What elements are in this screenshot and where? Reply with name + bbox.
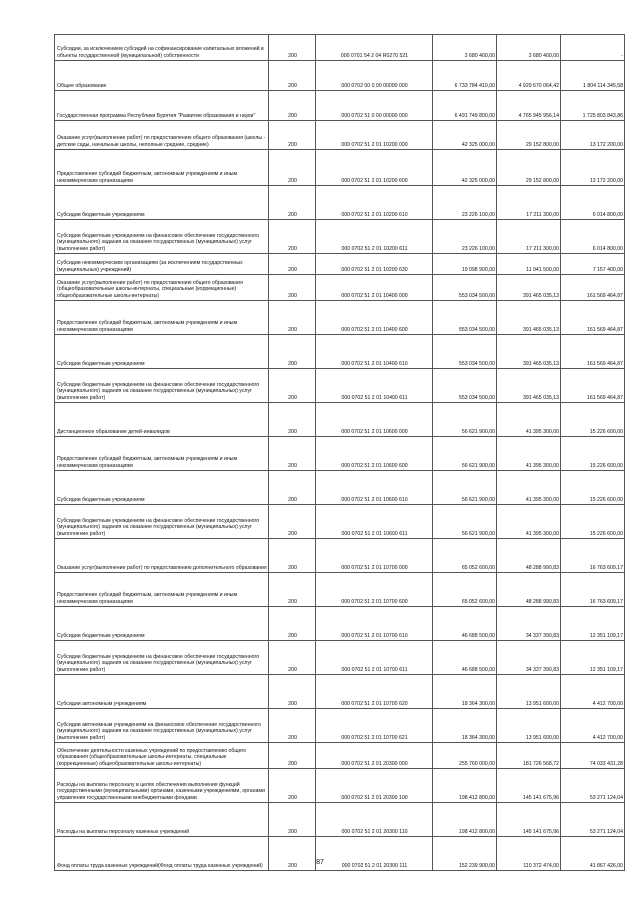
row-name: Предоставление субсидий бюджетным, автономным учреждениям и иным некоммерческим организациям [55, 437, 269, 471]
row-executed-amount: 29 152 800,00 [497, 121, 561, 150]
table-row [55, 186, 625, 220]
row-line-code: 200 [269, 186, 316, 220]
row-approved-amount: 23 226 100,00 [433, 220, 497, 254]
row-approved-amount: 46 688 500,00 [433, 607, 497, 641]
row-line-code: 200 [269, 335, 316, 369]
row-unexecuted-amount: 16 763 609,17 [561, 539, 625, 573]
row-budget-code: 000 0702 51 2 01 10700 611 [316, 641, 433, 675]
row-name: Оказание услуг(выполнение работ) по предоставлению дополнительного образования [55, 539, 269, 573]
row-executed-amount: 41 395 300,00 [497, 471, 561, 505]
row-approved-amount: 6 733 784 410,00 [433, 61, 497, 91]
table-row [55, 471, 625, 505]
row-unexecuted-amount: 15 226 600,00 [561, 437, 625, 471]
budget-table-body [55, 35, 625, 871]
row-approved-amount: 553 034 500,00 [433, 275, 497, 301]
row-line-code: 200 [269, 675, 316, 709]
row-line-code: 200 [269, 437, 316, 471]
row-unexecuted-amount: 15 226 600,00 [561, 403, 625, 437]
row-unexecuted-amount: 7 157 400,00 [561, 254, 625, 275]
table-row [55, 403, 625, 437]
row-executed-amount: 181 726 568,72 [497, 743, 561, 769]
row-executed-amount: 34 337 390,83 [497, 607, 561, 641]
row-executed-amount: 4 765 945 956,14 [497, 91, 561, 121]
row-unexecuted-amount: 53 271 124,04 [561, 803, 625, 837]
row-budget-code: 000 0702 51 2 01 10400 600 [316, 301, 433, 335]
row-name: Оказание услуг(выполнение работ) по предоставлению общего образования (школы - детские сады, начальные школы, неполные средние, средние) [55, 121, 269, 150]
table-row [55, 220, 625, 254]
row-name: Фонд оплаты труда казенных учреждений(Фонд оплаты труда казенных учреждений) [55, 837, 269, 871]
table-row [55, 675, 625, 709]
row-executed-amount: 11 941 500,00 [497, 254, 561, 275]
row-executed-amount: 13 951 600,00 [497, 675, 561, 709]
row-executed-amount: 4 929 670 064,42 [497, 61, 561, 91]
row-budget-code: 000 0702 51 0 00 00000 000 [316, 91, 433, 121]
row-name: Субсидии бюджетным учреждениям на финансовое обеспечение государственного (муниципального) задания на оказание государственных (муниципальных) услуг (выполнение работ) [55, 505, 269, 539]
table-row [55, 437, 625, 471]
row-budget-code: 000 0702 51 2 01 10600 600 [316, 437, 433, 471]
row-executed-amount: 145 141 675,96 [497, 769, 561, 803]
row-name: Субсидии автономным учреждениям на финансовое обеспечение государственного (муниципального) задания на оказание государственных (муниципальных) услуг (выполнение работ) [55, 709, 269, 743]
row-unexecuted-amount: 13 172 200,00 [561, 150, 625, 186]
table-row [55, 573, 625, 607]
row-name: Субсидии автономным учреждениям [55, 675, 269, 709]
row-unexecuted-amount: 1 804 114 345,58 [561, 61, 625, 91]
row-budget-code: 000 0702 51 2 01 10700 610 [316, 607, 433, 641]
row-approved-amount: 2 680 400,00 [433, 35, 497, 61]
row-line-code: 200 [269, 709, 316, 743]
row-name: Предоставление субсидий бюджетным, автономным учреждениям и иным некоммерческим организациям [55, 150, 269, 186]
row-line-code: 200 [269, 369, 316, 403]
row-executed-amount: 41 395 300,00 [497, 505, 561, 539]
row-line-code: 200 [269, 301, 316, 335]
row-unexecuted-amount: 16 763 609,17 [561, 573, 625, 607]
row-executed-amount: 391 465 035,13 [497, 369, 561, 403]
row-unexecuted-amount: 15 226 600,00 [561, 471, 625, 505]
table-row [55, 150, 625, 186]
row-budget-code: 000 0702 51 2 01 10200 000 [316, 121, 433, 150]
row-executed-amount: 110 372 474,00 [497, 837, 561, 871]
row-budget-code: 000 0702 51 2 01 10200 630 [316, 254, 433, 275]
row-approved-amount: 42 325 000,00 [433, 121, 497, 150]
row-unexecuted-amount: 41 867 426,00 [561, 837, 625, 871]
row-unexecuted-amount: 15 226 600,00 [561, 505, 625, 539]
row-approved-amount: 198 412 800,00 [433, 769, 497, 803]
row-name: Субсидии бюджетным учреждениям на финансовое обеспечение государственного (муниципального) задания на оказание государственных (муниципальных) услуг (выполнение работ) [55, 220, 269, 254]
row-approved-amount: 18 364 300,00 [433, 709, 497, 743]
row-unexecuted-amount: 161 569 464,87 [561, 275, 625, 301]
row-executed-amount: 41 395 300,00 [497, 403, 561, 437]
row-unexecuted-amount: 1 725 803 843,86 [561, 91, 625, 121]
table-row [55, 369, 625, 403]
row-budget-code: 000 0702 00 0 00 00000 000 [316, 61, 433, 91]
row-name: Субсидии, за исключением субсидий на софинансирование капитальных вложений в объекты государственной (муниципальной) собственности [55, 35, 269, 61]
row-approved-amount: 553 034 500,00 [433, 301, 497, 335]
row-line-code: 200 [269, 573, 316, 607]
row-line-code: 200 [269, 121, 316, 150]
row-budget-code: 000 0701 54 2 04 R0270 521 [316, 35, 433, 61]
row-budget-code: 000 0702 51 2 01 20300 111 [316, 837, 433, 871]
row-approved-amount: 46 688 500,00 [433, 641, 497, 675]
row-approved-amount: 198 412 800,00 [433, 803, 497, 837]
row-line-code: 200 [269, 803, 316, 837]
row-unexecuted-amount: 161 569 464,87 [561, 335, 625, 369]
row-approved-amount: 56 621 900,00 [433, 505, 497, 539]
row-name: Субсидии бюджетным учреждениям на финансовое обеспечение государственного (муниципального) задания на оказание государственных (муниципальных) услуг (выполнение работ) [55, 369, 269, 403]
row-name: Субсидии бюджетным учреждениям [55, 335, 269, 369]
row-executed-amount: 17 211 300,00 [497, 220, 561, 254]
row-budget-code: 000 0702 51 2 01 10200 600 [316, 150, 433, 186]
row-name: Дистанционное образование детей-инвалидов [55, 403, 269, 437]
row-line-code: 200 [269, 607, 316, 641]
table-row [55, 539, 625, 573]
row-executed-amount: 391 465 035,13 [497, 275, 561, 301]
row-name: Субсидии бюджетным учреждениям на финансовое обеспечение государственного (муниципального) задания на оказание государственных (муниципальных) услуг (выполнение работ) [55, 641, 269, 675]
table-row [55, 61, 625, 91]
row-unexecuted-amount: 12 351 109,17 [561, 641, 625, 675]
row-unexecuted-amount: 4 412 700,00 [561, 675, 625, 709]
table-row [55, 335, 625, 369]
table-row [55, 91, 625, 121]
table-row [55, 121, 625, 150]
row-approved-amount: 18 364 300,00 [433, 675, 497, 709]
row-line-code: 200 [269, 743, 316, 769]
row-budget-code: 000 0702 51 2 01 20300 110 [316, 803, 433, 837]
row-name: Общее образование [55, 61, 269, 91]
row-approved-amount: 56 621 900,00 [433, 403, 497, 437]
row-budget-code: 000 0702 51 2 01 20300 100 [316, 769, 433, 803]
row-unexecuted-amount: 6 014 800,00 [561, 186, 625, 220]
row-approved-amount: 19 098 900,00 [433, 254, 497, 275]
row-line-code: 200 [269, 35, 316, 61]
row-name: Расходы на выплаты персоналу казенных учреждений [55, 803, 269, 837]
table-row [55, 254, 625, 275]
row-name: Субсидии бюджетным учреждениям [55, 471, 269, 505]
table-row [55, 35, 625, 61]
row-executed-amount: 41 395 300,00 [497, 437, 561, 471]
row-approved-amount: 553 034 500,00 [433, 369, 497, 403]
row-name: Оказание услуг(выполнение работ) по предоставлению общего образования (общеобразовательные школы-интернаты, специальные (коррекционные) общеобразовательные школы-интернаты) [55, 275, 269, 301]
row-executed-amount: 17 211 300,00 [497, 186, 561, 220]
row-approved-amount: 6 491 749 800,00 [433, 91, 497, 121]
row-name: Обеспечение деятельности казенных учреждений по предоставлению общего образования (общеобразовательные школы-интернаты, специальные (коррекционные) общеобразовательные школы-интернаты) [55, 743, 269, 769]
row-unexecuted-amount: - [561, 35, 625, 61]
row-unexecuted-amount: 53 271 124,04 [561, 769, 625, 803]
row-budget-code: 000 0702 51 2 01 10200 611 [316, 220, 433, 254]
budget-table [54, 34, 625, 871]
table-row [55, 769, 625, 803]
row-unexecuted-amount: 161 569 464,87 [561, 301, 625, 335]
row-name: Государственная программа Республики Бурятия "Развитие образования и науки" [55, 91, 269, 121]
row-approved-amount: 152 239 900,00 [433, 837, 497, 871]
row-line-code: 200 [269, 220, 316, 254]
row-unexecuted-amount: 6 014 800,00 [561, 220, 625, 254]
row-approved-amount: 56 621 900,00 [433, 471, 497, 505]
row-line-code: 200 [269, 91, 316, 121]
row-name: Субсидии бюджетным учреждениям [55, 186, 269, 220]
row-line-code: 200 [269, 403, 316, 437]
row-name: Субсидии некоммерческим организациям (за исключением государственных (муниципальных) учреждений) [55, 254, 269, 275]
table-row [55, 803, 625, 837]
row-approved-amount: 553 034 500,00 [433, 335, 497, 369]
row-name: Субсидии бюджетным учреждениям [55, 607, 269, 641]
row-line-code: 200 [269, 254, 316, 275]
table-row [55, 275, 625, 301]
row-line-code: 200 [269, 275, 316, 301]
row-approved-amount: 65 052 600,00 [433, 573, 497, 607]
row-unexecuted-amount: 74 033 431,28 [561, 743, 625, 769]
row-line-code: 200 [269, 471, 316, 505]
row-name: Предоставление субсидий бюджетным, автономным учреждениям и иным некоммерческим организациям [55, 301, 269, 335]
row-name: Предоставление субсидий бюджетным, автономным учреждениям и иным некоммерческим организациям [55, 573, 269, 607]
table-row [55, 505, 625, 539]
row-budget-code: 000 0702 51 2 01 10400 000 [316, 275, 433, 301]
row-approved-amount: 23 226 100,00 [433, 186, 497, 220]
row-unexecuted-amount: 13 172 200,00 [561, 121, 625, 150]
row-approved-amount: 42 325 000,00 [433, 150, 497, 186]
row-line-code: 200 [269, 505, 316, 539]
row-approved-amount: 65 052 600,00 [433, 539, 497, 573]
row-budget-code: 000 0702 51 2 01 10600 610 [316, 471, 433, 505]
page-number: 87 [316, 859, 324, 866]
table-row [55, 301, 625, 335]
row-budget-code: 000 0702 51 2 01 10700 600 [316, 573, 433, 607]
row-line-code: 200 [269, 539, 316, 573]
row-approved-amount: 56 621 900,00 [433, 437, 497, 471]
row-budget-code: 000 0702 51 2 01 10600 000 [316, 403, 433, 437]
row-line-code: 200 [269, 769, 316, 803]
table-row [55, 641, 625, 675]
row-budget-code: 000 0702 51 2 01 10400 611 [316, 369, 433, 403]
row-budget-code: 000 0702 51 2 01 10700 621 [316, 709, 433, 743]
table-row [55, 607, 625, 641]
row-unexecuted-amount: 12 351 109,17 [561, 607, 625, 641]
table-row [55, 709, 625, 743]
row-approved-amount: 255 760 000,00 [433, 743, 497, 769]
row-executed-amount: 391 465 035,13 [497, 335, 561, 369]
row-budget-code: 000 0702 51 2 01 10700 620 [316, 675, 433, 709]
row-name: Расходы на выплаты персоналу в целях обеспечения выполнения функций государственными (муниципальными) органами, казенными учреждениями, органами управления государственными внебюджетными фондами [55, 769, 269, 803]
row-line-code: 200 [269, 641, 316, 675]
row-line-code: 200 [269, 837, 316, 871]
row-executed-amount: 34 337 390,83 [497, 641, 561, 675]
row-budget-code: 000 0702 51 2 01 20300 000 [316, 743, 433, 769]
row-executed-amount: 48 288 990,83 [497, 573, 561, 607]
row-executed-amount: 2 680 400,00 [497, 35, 561, 61]
row-line-code: 200 [269, 150, 316, 186]
row-executed-amount: 145 141 675,96 [497, 803, 561, 837]
row-budget-code: 000 0702 51 2 01 10200 610 [316, 186, 433, 220]
row-budget-code: 000 0702 51 2 01 10400 610 [316, 335, 433, 369]
row-executed-amount: 13 951 600,00 [497, 709, 561, 743]
row-executed-amount: 48 288 990,83 [497, 539, 561, 573]
row-line-code: 200 [269, 61, 316, 91]
row-executed-amount: 29 152 800,00 [497, 150, 561, 186]
row-executed-amount: 391 465 035,13 [497, 301, 561, 335]
row-unexecuted-amount: 4 412 700,00 [561, 709, 625, 743]
row-budget-code: 000 0702 51 2 01 10600 611 [316, 505, 433, 539]
row-unexecuted-amount: 161 569 464,87 [561, 369, 625, 403]
table-row [55, 743, 625, 769]
row-budget-code: 000 0702 51 2 01 10700 000 [316, 539, 433, 573]
